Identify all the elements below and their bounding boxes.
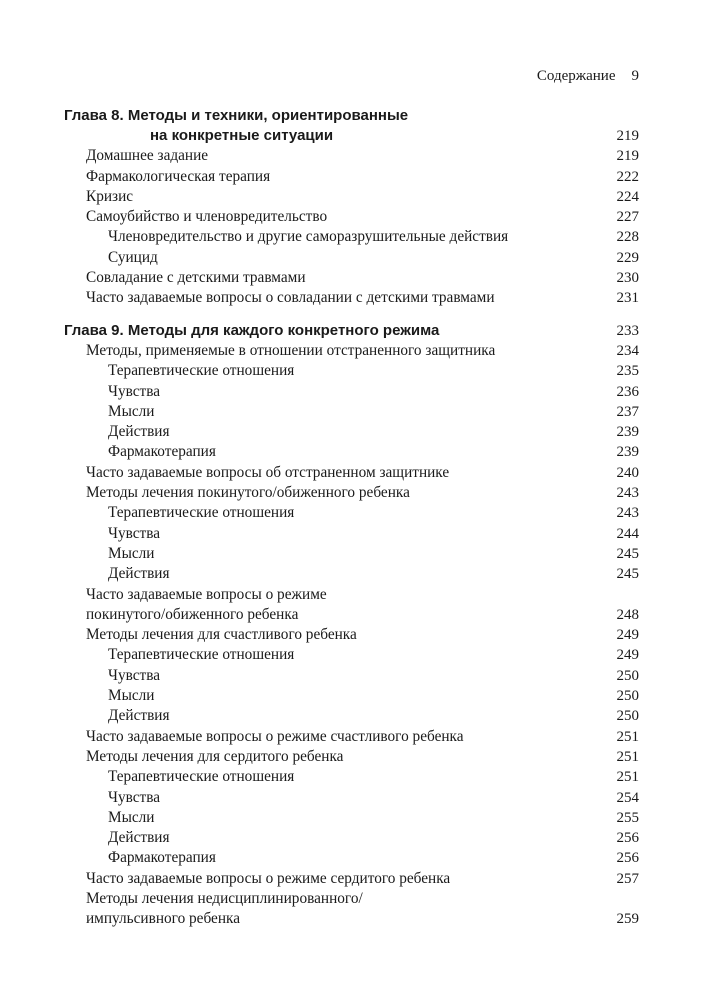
toc-entry[interactable] bbox=[64, 889, 639, 909]
toc-entry[interactable] bbox=[64, 828, 639, 848]
entry-page: 250 bbox=[616, 688, 639, 705]
entry-page: 248 bbox=[616, 606, 639, 623]
toc-entry[interactable] bbox=[64, 187, 639, 207]
entry-page: 243 bbox=[616, 505, 639, 522]
entry-title: Действия bbox=[108, 423, 170, 441]
toc-entry[interactable] bbox=[64, 645, 639, 665]
entry-title: Фармакотерапия bbox=[108, 849, 216, 867]
toc-entry[interactable] bbox=[64, 869, 639, 889]
toc-entry[interactable] bbox=[64, 625, 639, 645]
entry-page: 256 bbox=[616, 850, 639, 867]
chapter-8-page: 219 bbox=[616, 128, 639, 144]
entry-title: Методы лечения для счастливого ребенка bbox=[86, 626, 357, 644]
entry-page: 222 bbox=[616, 168, 639, 185]
toc-entry[interactable] bbox=[64, 767, 639, 787]
toc-entry[interactable] bbox=[64, 524, 639, 544]
toc-entry[interactable] bbox=[64, 167, 639, 187]
entry-page: 250 bbox=[616, 708, 639, 725]
entry-title: Часто задаваемые вопросы о режиме сердитого ребенка bbox=[86, 869, 451, 887]
entry-page: 251 bbox=[616, 728, 639, 745]
entry-title: Чувства bbox=[108, 788, 161, 806]
entry-title: Домашнее задание bbox=[86, 147, 209, 165]
entry-title: Мысли bbox=[108, 544, 155, 562]
toc-entry[interactable] bbox=[64, 341, 639, 361]
entry-page: 235 bbox=[616, 363, 639, 380]
entry-title: Чувства bbox=[108, 524, 161, 542]
chapter-8-title-line1[interactable] bbox=[64, 106, 639, 126]
toc-entry[interactable] bbox=[64, 706, 639, 726]
entry-title: Часто задаваемые вопросы о совладании с детскими травмами bbox=[86, 289, 495, 307]
entry-title: Терапевтические отношения bbox=[108, 646, 295, 664]
entry-title: импульсивного ребенка bbox=[86, 910, 241, 928]
toc-entry[interactable] bbox=[64, 207, 639, 227]
toc-entry[interactable] bbox=[64, 402, 639, 422]
entry-title: покинутого/обиженного ребенка bbox=[86, 605, 299, 623]
page-number: 9 bbox=[631, 68, 639, 84]
entry-title: Суицид bbox=[108, 248, 158, 266]
entry-title: Действия bbox=[108, 707, 170, 725]
toc-entry[interactable] bbox=[64, 727, 639, 747]
toc-entry[interactable] bbox=[64, 564, 639, 584]
toc-entry[interactable] bbox=[64, 422, 639, 442]
entry-page: 250 bbox=[616, 667, 639, 684]
running-head-title: Содержание bbox=[536, 68, 616, 84]
entry-page: 249 bbox=[616, 627, 639, 644]
entry-title: Чувства bbox=[108, 666, 161, 684]
toc-entry[interactable] bbox=[64, 146, 639, 166]
entry-title: Членовредительство и другие саморазрушительные действия bbox=[108, 228, 509, 246]
entry-page: 224 bbox=[616, 188, 639, 205]
entry-page: 231 bbox=[616, 290, 639, 307]
entry-page: 229 bbox=[616, 249, 639, 266]
toc-entry[interactable] bbox=[64, 382, 639, 402]
entry-page: 259 bbox=[616, 911, 639, 928]
entry-page: 239 bbox=[616, 424, 639, 441]
entry-title: Часто задаваемые вопросы об отстраненном защитнике bbox=[86, 463, 450, 481]
entry-title: Самоубийство и членовредительство bbox=[86, 208, 328, 226]
toc-entry[interactable] bbox=[64, 686, 639, 706]
entry-title: Кризис bbox=[86, 187, 134, 205]
entry-title: Часто задаваемые вопросы о режиме счастливого ребенка bbox=[86, 727, 464, 745]
entry-title: Фармакотерапия bbox=[108, 443, 216, 461]
entry-page: 245 bbox=[616, 566, 639, 583]
chapter-8-title-text: Глава 8. Методы и техники, ориентированные bbox=[64, 107, 409, 124]
entry-title: Мысли bbox=[108, 808, 155, 826]
entry-page: 254 bbox=[616, 789, 639, 806]
entry-title: Фармакологическая терапия bbox=[86, 167, 271, 185]
entry-title: Методы, применяемые в отношении отстраненного защитника bbox=[86, 341, 496, 359]
entry-page: 255 bbox=[616, 809, 639, 826]
toc-entry[interactable] bbox=[64, 361, 639, 381]
entry-title: Методы лечения для сердитого ребенка bbox=[86, 747, 344, 765]
entry-page: 234 bbox=[616, 342, 639, 359]
toc-entry[interactable] bbox=[64, 248, 639, 268]
entry-page: 243 bbox=[616, 485, 639, 502]
entry-title: Мысли bbox=[108, 687, 155, 705]
chapter-8-title-line2[interactable] bbox=[64, 126, 639, 146]
entry-page: 236 bbox=[616, 383, 639, 400]
entry-title: Методы лечения недисциплинированного/ bbox=[86, 889, 363, 907]
entry-page: 244 bbox=[616, 525, 639, 542]
toc-entry[interactable] bbox=[64, 848, 639, 868]
toc-entry[interactable] bbox=[64, 227, 639, 247]
entry-page: 251 bbox=[616, 748, 639, 765]
entry-page: 219 bbox=[616, 148, 639, 165]
toc-entry[interactable] bbox=[64, 503, 639, 523]
entry-page: 227 bbox=[616, 209, 639, 226]
chapter-gap bbox=[64, 309, 639, 321]
chapter-9-title[interactable] bbox=[64, 321, 639, 341]
entry-page: 251 bbox=[616, 769, 639, 786]
toc-entry[interactable] bbox=[64, 483, 639, 503]
entry-title: Методы лечения покинутого/обиженного ребенка bbox=[86, 484, 410, 502]
entry-title: Терапевтические отношения bbox=[108, 504, 295, 522]
toc-entry[interactable] bbox=[64, 463, 639, 483]
running-head bbox=[64, 68, 639, 85]
entry-title: Мысли bbox=[108, 402, 155, 420]
entry-page: 249 bbox=[616, 647, 639, 664]
entry-title: Совладание с детскими травмами bbox=[86, 269, 306, 287]
entry-page: 240 bbox=[616, 464, 639, 481]
entry-page: 245 bbox=[616, 545, 639, 562]
toc-entry[interactable] bbox=[64, 788, 639, 808]
toc-entry[interactable] bbox=[64, 909, 639, 929]
toc-entry[interactable] bbox=[64, 747, 639, 767]
entry-title: Действия bbox=[108, 565, 170, 583]
entry-page: 257 bbox=[616, 870, 639, 887]
toc-entry[interactable] bbox=[64, 585, 639, 605]
entry-title: Чувства bbox=[108, 382, 161, 400]
toc-entry[interactable] bbox=[64, 442, 639, 462]
toc-entry[interactable] bbox=[64, 268, 639, 288]
entry-title: Часто задаваемые вопросы о режиме bbox=[86, 585, 327, 603]
table-of-contents bbox=[64, 106, 639, 930]
entry-page: 237 bbox=[616, 403, 639, 420]
entry-page: 256 bbox=[616, 830, 639, 847]
chapter-9-page: 233 bbox=[616, 322, 639, 339]
toc-entry[interactable] bbox=[64, 544, 639, 564]
entry-page: 228 bbox=[616, 229, 639, 246]
toc-entry[interactable] bbox=[64, 605, 639, 625]
chapter-8-title-cont: на конкретные ситуации bbox=[150, 127, 334, 144]
entry-title: Действия bbox=[108, 829, 170, 847]
entry-title: Терапевтические отношения bbox=[108, 768, 295, 786]
toc-entry[interactable] bbox=[64, 288, 639, 308]
entry-title: Терапевтические отношения bbox=[108, 362, 295, 380]
toc-entry[interactable] bbox=[64, 808, 639, 828]
entry-page: 239 bbox=[616, 444, 639, 461]
toc-entry[interactable] bbox=[64, 666, 639, 686]
chapter-9-title-text: Глава 9. Методы для каждого конкретного режима bbox=[64, 321, 440, 339]
entry-page: 230 bbox=[616, 270, 639, 287]
